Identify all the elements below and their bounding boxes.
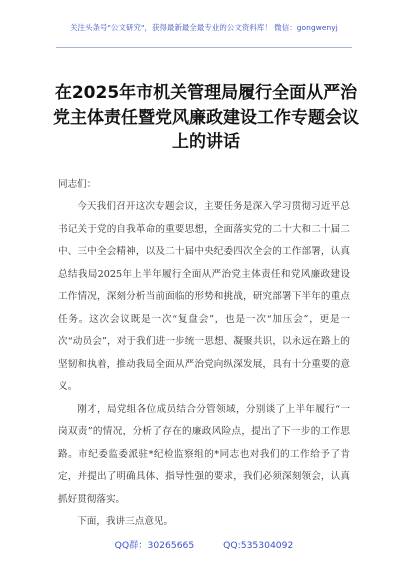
qq-number: QQ:535304092 (223, 540, 294, 551)
paragraph: 下面，我讲三点意见。 (77, 516, 174, 527)
document-body (58, 196, 350, 534)
header-divider (56, 47, 352, 48)
qq-group-number: QQ群：30265665 (114, 540, 195, 551)
footer-contact (0, 537, 408, 551)
document-title: 在2025年市机关管理局履行全面从严治党主体责任暨党风廉政建设工作专题会议上的讲话 (53, 83, 359, 153)
salutation: 同志们： (58, 179, 97, 190)
paragraph: 刚才，局党组各位成员结合分管领域，分别谈了上半年履行“一岗双责”的情况，分析了存在的廉政风险点，提出了下一步的工作思路。市纪委监委派驻*纪检监察组的*同志也对我们的工作给予了肯定，并提出了明确具体、指导性强的要求，我们必须深刻领会，认真抓好贯彻落实。 (58, 403, 350, 505)
paragraph: 今天我们召开这次专题会议，主要任务是深入学习贯彻习近平总书记关于党的自我革命的重要思想，全面落实党的二十大和二十届二中、三中全会精神，以及二十届中央纪委四次全会的工作部署，认真总结我局2025年上半年履行全面从严治党主体责任和党风廉政建设工作情况，深刻分析当前面临的形势和挑战，研究部署下半年的重点任务。这次会议既是一次“复盘会”，也是一次“加压会”，更是一次“动员会”，对于我们进一步统一思想、凝聚共识，以永远在路上的坚韧和执着，推动我局全面从严治党向纵深发展，具有十分重要的意义。 (58, 201, 350, 392)
top-banner: 关注头条号"公文研究"，获得最新最全最专业的公文资料库！ 微信：gongwenyj (70, 23, 338, 32)
